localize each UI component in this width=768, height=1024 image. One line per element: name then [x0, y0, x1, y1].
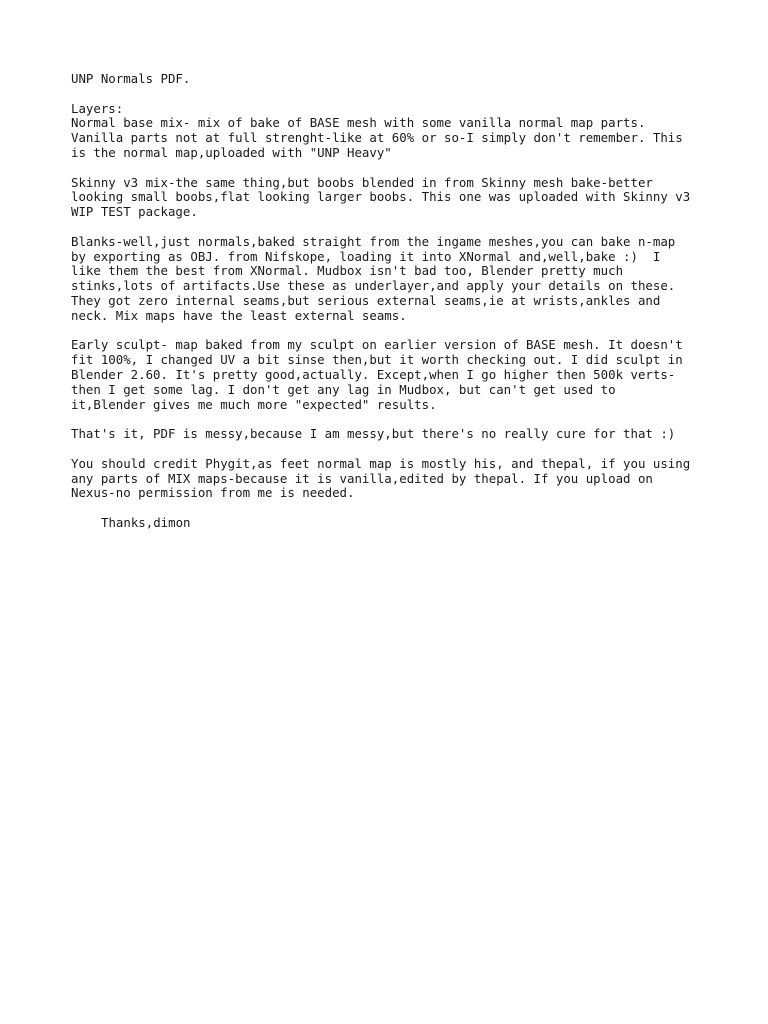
paragraph-early-sculpt: Early sculpt- map baked from my sculpt on earlier version of BASE mesh. It doesn't fit 100%, I changed UV a bit sinse then,but it worth checking out. I did sculpt in Blender 2.60. It's pretty good,actually. Except,when I go higher then 500k verts- then I get some lag. I don't get any lag in Mudbox, but can't get used to it,Blender gives me much more "expected" results.	[71, 337, 683, 412]
paragraph-layers: Layers: Normal base mix- mix of bake of BASE mesh with some vanilla normal map parts. Vanilla parts not at full strenght-like at 60% or so-I simply don't remember. This is the normal map,uploaded with "UNP Heavy"	[71, 100, 683, 160]
paragraph-skinny: Skinny v3 mix-the same thing,but boobs blended in from Skinny mesh bake-better looking small boobs,flat looking larger boobs. This one was uploaded with Skinny v3 WIP TEST package.	[71, 174, 691, 220]
document-body	[71, 72, 751, 546]
signoff: Thanks,dimon	[101, 514, 191, 530]
paragraph-thats-it: That's it, PDF is messy,because I am messy,but there's no really cure for that :)	[71, 426, 676, 442]
paragraph-blanks: Blanks-well,just normals,baked straight from the ingame meshes,you can bake n-map by exporting as OBJ. from Nifskope, loading it into XNormal and,well,bake :) I like them the best from XNormal. Mudbox isn't bad too, Blender pretty much stinks,lots of artifacts.Use these as underlayer,and apply your details on these. They got zero internal seams,but serious external seams,ie at wrists,ankles and neck. Mix maps have the least external seams.	[71, 233, 676, 323]
paragraph-credits: You should credit Phygit,as feet normal map is mostly his, and thepal, if you using any parts of MIX maps-because it is vanilla,edited by thepal. If you upload on Nexus-no permission from me is needed.	[71, 455, 691, 501]
document-title: UNP Normals PDF.	[71, 71, 191, 86]
